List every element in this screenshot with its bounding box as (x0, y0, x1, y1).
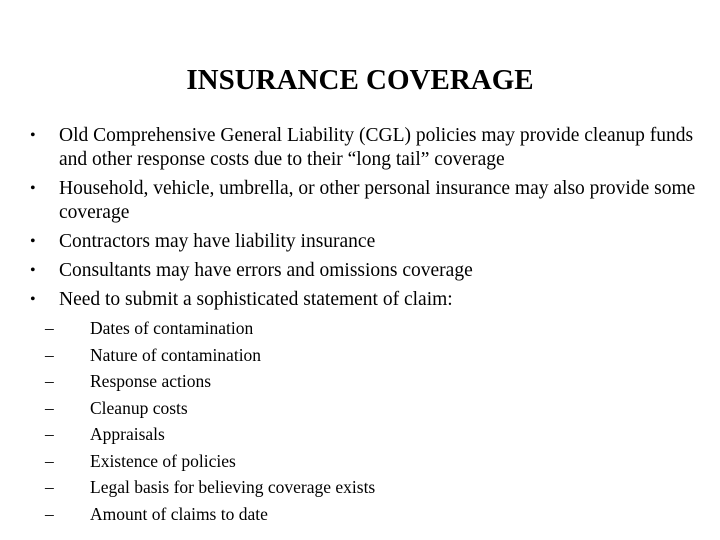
sub-bullet-item (45, 474, 645, 501)
dash-marker: – (45, 424, 54, 444)
bullet-text: Consultants may have errors and omissions coverage (59, 260, 473, 281)
sub-bullet-text: Dates of contamination (90, 318, 254, 338)
sub-bullet-item (45, 421, 645, 448)
sub-bullet-item (45, 501, 645, 528)
bullet-text: Contractors may have liability insurance (59, 231, 376, 252)
sub-bullet-text: Amount of claims to date (90, 503, 268, 524)
dash-marker: – (45, 344, 54, 365)
dash-marker: – (45, 477, 54, 497)
sub-bullet-item (45, 315, 645, 342)
bullet-item (30, 288, 700, 312)
dash-marker: – (45, 503, 54, 524)
bullet-text: Old Comprehensive General Liability (CGL) policies may provide cleanup funds and other response costs due to their “long tail” coverage (59, 125, 694, 170)
dash-marker: – (45, 450, 54, 471)
bullet-text: Need to submit a sophisticated statement of claim: (59, 289, 453, 310)
sub-bullet-item (45, 342, 645, 369)
dash-marker: – (45, 318, 54, 338)
sub-bullet-text: Existence of policies (90, 450, 236, 471)
bullet-marker: • (30, 127, 36, 144)
slide-title: INSURANCE COVERAGE (186, 64, 534, 96)
sub-bullet-text: Appraisals (90, 424, 165, 444)
bullet-item (30, 177, 700, 225)
bullet-item (30, 259, 700, 283)
bullet-item (30, 124, 700, 172)
dash-marker: – (45, 397, 54, 418)
bullet-marker: • (30, 262, 36, 279)
sub-bullet-item (45, 448, 645, 475)
sub-bullet-text: Legal basis for believing coverage exists (90, 477, 376, 497)
bullet-marker: • (30, 291, 36, 308)
sub-bullet-item (45, 368, 645, 395)
bullet-marker: • (30, 233, 36, 250)
bullet-list (30, 124, 700, 317)
bullet-item (30, 230, 700, 254)
sub-bullet-text: Nature of contamination (90, 344, 262, 365)
dash-marker: – (45, 371, 54, 391)
sub-bullet-item (45, 395, 645, 422)
sub-bullet-text: Cleanup costs (90, 397, 188, 418)
bullet-text: Household, vehicle, umbrella, or other personal insurance may also provide some coverage (59, 178, 696, 223)
bullet-marker: • (30, 180, 36, 197)
sub-bullet-list (45, 315, 645, 527)
sub-bullet-text: Response actions (90, 371, 212, 391)
